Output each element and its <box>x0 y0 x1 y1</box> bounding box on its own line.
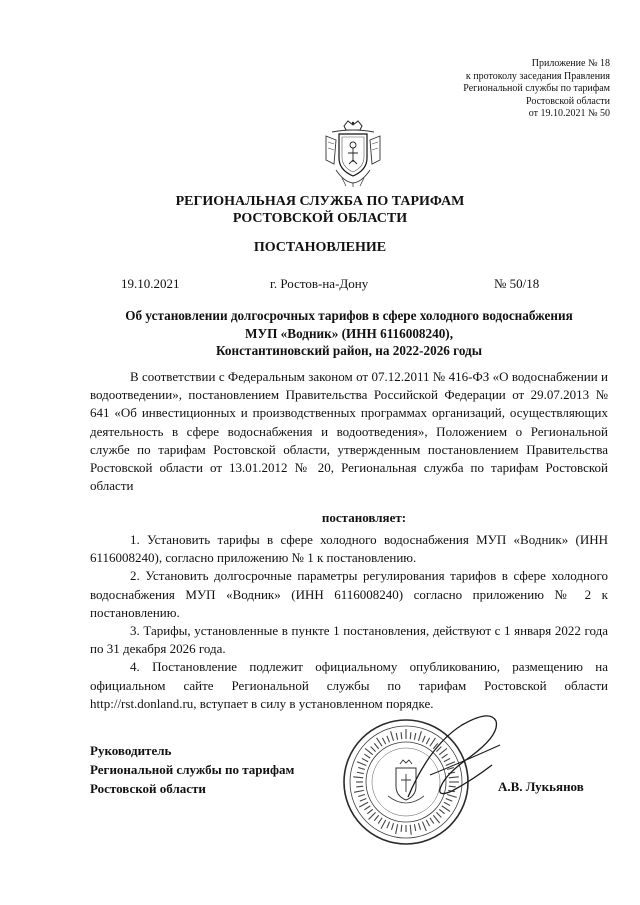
signatory-title-line: Ростовской области <box>90 781 206 796</box>
annex-line: к протоколу заседания Правления <box>465 70 610 82</box>
handwritten-signature-icon <box>400 705 510 805</box>
annex-line: Региональной службы по тарифам <box>463 83 610 95</box>
annex-line: от 19.10.2021 № 50 <box>528 108 610 120</box>
signatory-title-line: Региональной службы по тарифам <box>90 762 295 777</box>
annex-reference <box>390 58 610 121</box>
signatory-title-line: Руководитель <box>90 743 172 758</box>
subject-line: Константиновский район, на 2022-2026 годы <box>215 343 483 358</box>
preamble-paragraph: В соответствии с Федеральным законом от 07.12.2011 № 416-ФЗ «О водоснабжении и водоотведении», постановлением Правительства Российской Федерации от 29.07.2013 № 641 «Об инвестиционных и производственных программах организаций, осуществляющих деятельность в сфере водоснабжения и водоотведения», Положением о Региональной службе по тарифам Ростовской области, утвержденным постановлением Правительства Ростовской области от 13.01.2012 № 20, Региональная служба по тарифам Ростовской области <box>90 369 608 494</box>
signatory-title <box>90 741 294 798</box>
subject-line: Об установлении долгосрочных тарифов в сфере холодного водоснабжения <box>125 308 573 323</box>
organization-name <box>0 193 640 227</box>
document-city: г. Ростов-на-Дону <box>270 276 369 291</box>
document-number: № 50/18 <box>494 276 540 291</box>
coat-of-arms-icon <box>322 120 384 188</box>
subject-line: МУП «Водник» (ИНН 6116008240), <box>245 325 453 341</box>
decree-item: 1. Установить тарифы в сфере холодного водоснабжения МУП «Водник» (ИНН 6116008240), согласно приложению № 1 к постановлению. <box>90 532 608 566</box>
annex-line: Ростовской области <box>526 95 610 107</box>
org-line: РЕГИОНАЛЬНАЯ СЛУЖБА ПО ТАРИФАМ <box>175 194 465 209</box>
decree-items <box>90 531 608 713</box>
org-line: РОСТОВСКОЙ ОБЛАСТИ <box>232 211 408 226</box>
decree-item: 3. Тарифы, установленные в пункте 1 постановления, действуют с 1 января 2022 года по 31 декабря 2026 года. <box>90 623 608 657</box>
annex-line: Приложение № 18 <box>531 58 610 69</box>
decree-item: 4. Постановление подлежит официальному опубликованию, размещению на официальном сайте Региональной службы по тарифам Ростовской области http://rst.donland.ru, вступает в силу в установленном порядке. <box>90 659 608 711</box>
document-type: ПОСТАНОВЛЕНИЕ <box>253 240 387 255</box>
document-date: 19.10.2021 <box>121 276 180 291</box>
signatory-name: А.В. Лукьянов <box>498 779 584 794</box>
decree-word: постановляет: <box>321 510 407 525</box>
decree-item: 2. Установить долгосрочные параметры регулирования тарифов в сфере холодного водоснабжения МУП «Водник» (ИНН 6116008240) согласно приложению № 2 к постановлению. <box>90 568 608 620</box>
document-subject <box>86 307 612 360</box>
